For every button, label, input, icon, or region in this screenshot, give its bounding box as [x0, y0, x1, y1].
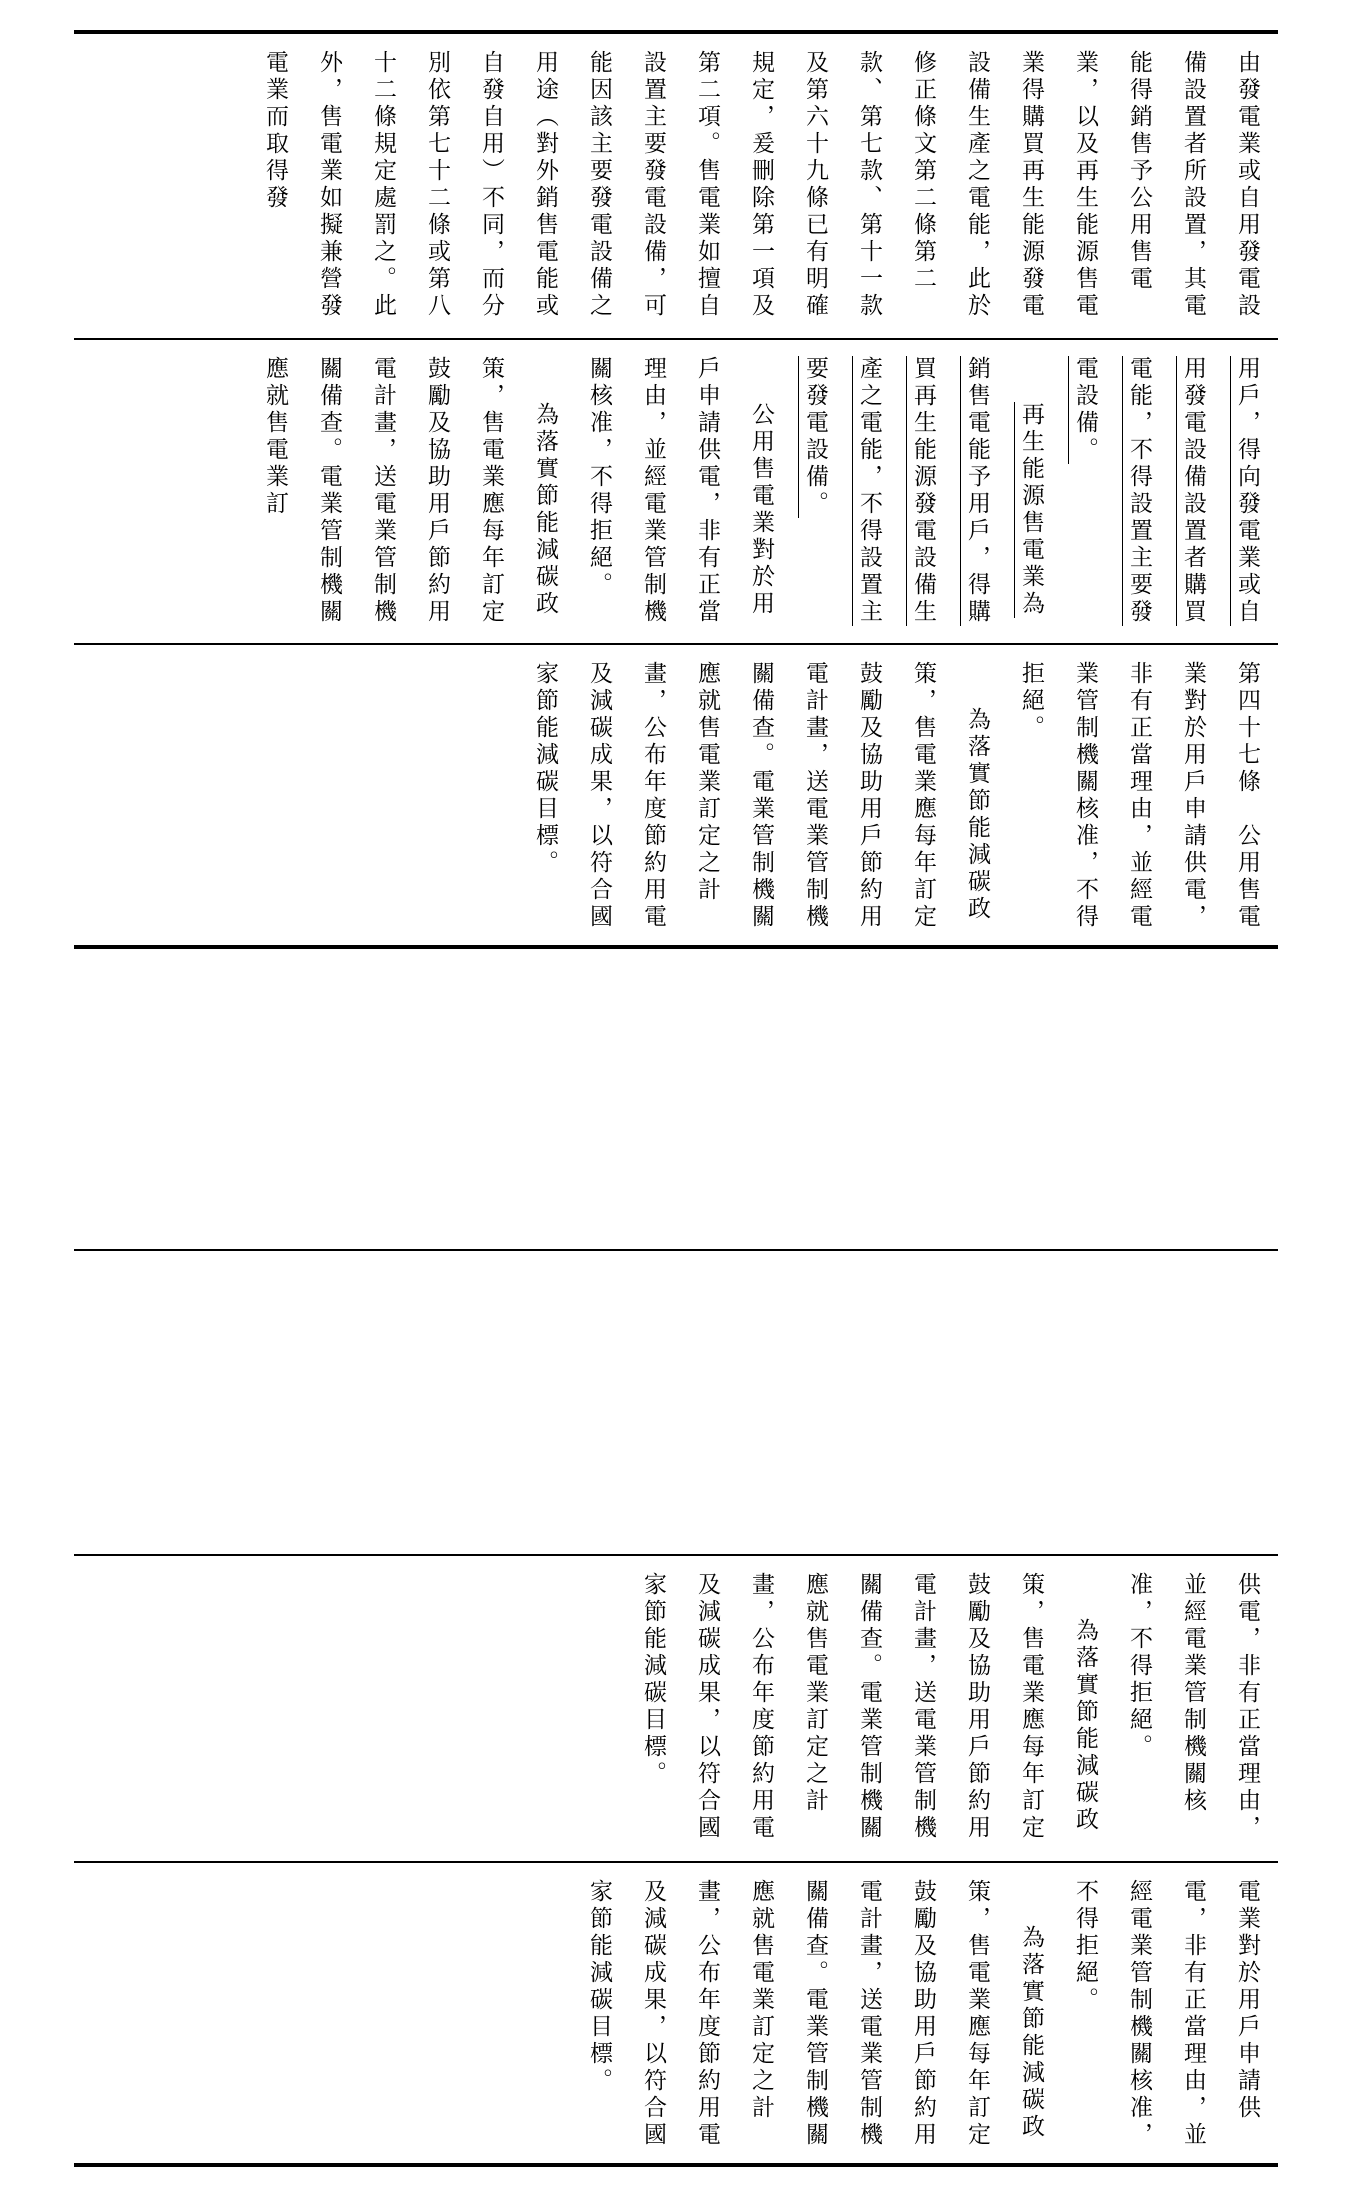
- text-segment: 公用售電業對於用戶申請供電，非有正當理由，並經電業管制機關核准，不得拒絕。: [586, 356, 774, 626]
- paragraph: [572, 1879, 1058, 2149]
- row3b: [74, 1556, 1278, 1861]
- row3-mid-text: [626, 1572, 1274, 1847]
- row1c: [74, 645, 1278, 945]
- paragraph: [1058, 1879, 1274, 2149]
- row3-left-text: [572, 1879, 1274, 2149]
- row1-mid-cell: [74, 340, 1278, 643]
- text-segment: 為落實節能減碳政策，售電業應每年訂定鼓勵及協助用戶節約用電計畫，送電業管制機關備查。電業管制機關應就售電業訂定之計畫，公布年度節約用電及減碳成果，以符合國家節能減碳目標。: [532, 661, 990, 931]
- paragraph: [626, 1572, 1112, 1847]
- paragraph: [572, 356, 788, 629]
- row3c: [74, 1863, 1278, 2163]
- amended-text: 用戶，得向發電業或自用發電設備設置者購買電能，不得設置主要發電設備。: [1072, 356, 1260, 626]
- text-segment: 供電，非有正當理由，並經電業管制機關核准，不得拒絕。: [1126, 1572, 1260, 1842]
- paragraph: [1004, 661, 1274, 931]
- amended-text: 再生能源售電業為銷售電能予用戶，得購買再生能源發電設備生產之電能，不得設置主要發電設備。: [802, 356, 1044, 626]
- row1-left-cell: [74, 645, 1278, 945]
- text-segment: 由發電業或自用發電設備設置者所設置，其電能得銷售予公用售電業，以及再生能源售電業得購買再生能源發電設備生產之電能，此於修正條文第二條第二款、第七款、第十一款及第六十九條已有明確規定，爰刪除第一項及第二項。售電業如擅自設置主要發電設備，可能因該主要發電設備之用途（對外銷售電能或自發自用）不同，而分別依第七十二條或第八十二條規定處罰之。此外，售電業如擬兼營發電業而取得發: [262, 50, 1260, 320]
- row1-left-text: [518, 661, 1274, 931]
- text-segment: 為落實節能減碳政策，售電業應每年訂定鼓勵及協助用戶節約用電計畫，送電業管制機關備查。電業管制機關應就售電業訂: [262, 356, 558, 626]
- blank-row-2: [74, 1251, 1278, 1554]
- paragraph: [248, 356, 572, 629]
- row3-left-cell: [74, 1863, 1278, 2163]
- bottom-rule: [74, 2163, 1278, 2167]
- row1: [74, 34, 1278, 338]
- row1-right-cell: [74, 34, 1278, 338]
- text-segment: 第四十七條 公用售電業對於用戶申請供電，非有正當理由，並經電業管制機關核准，不得拒絕。: [1018, 661, 1260, 931]
- row1b: [74, 340, 1278, 643]
- paragraph: [788, 356, 1058, 629]
- paragraph: [248, 50, 1274, 324]
- text-segment: 為落實節能減碳政策，售電業應每年訂定鼓勵及協助用戶節約用電計畫，送電業管制機關備查。電業管制機關應就售電業訂定之計畫，公布年度節約用電及減碳成果，以符合國家節能減碳目標。: [586, 1879, 1044, 2149]
- paragraph: [518, 661, 1004, 931]
- paragraph: [1058, 356, 1274, 629]
- paragraph: [1112, 1572, 1274, 1847]
- row1-mid-text: [248, 356, 1274, 629]
- row1-right-text: [248, 50, 1274, 324]
- text-segment: 為落實節能減碳政策，售電業應每年訂定鼓勵及協助用戶節約用電計畫，送電業管制機關備查。電業管制機關應就售電業訂定之計畫，公布年度節約用電及減碳成果，以符合國家節能減碳目標。: [640, 1572, 1098, 1842]
- blank-row-1: [74, 949, 1278, 1249]
- row3-mid-cell: [74, 1556, 1278, 1861]
- text-segment: 電業對於用戶申請供電，非有正當理由，並經電業管制機關核准，不得拒絕。: [1072, 1879, 1260, 2149]
